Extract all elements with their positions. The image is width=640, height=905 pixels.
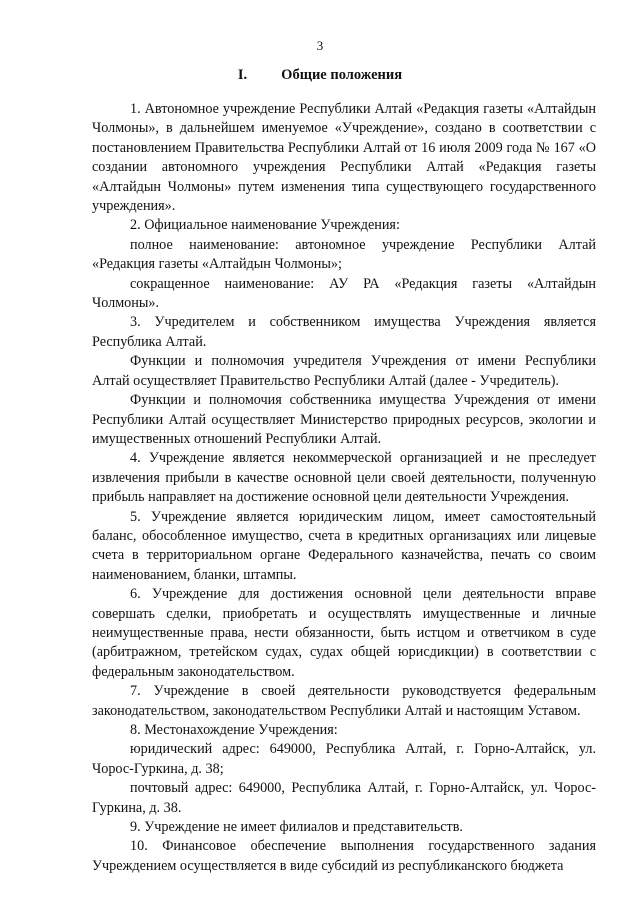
paragraph-legal-address: юридический адрес: 649000, Республика Алтай, г. Горно-Алтайск, ул. Чорос-Гуркина, д. 38; xyxy=(92,741,596,777)
paragraph-short-name: сокращенное наименование: АУ РА «Редакция газеты «Алтайдын Чолмоны». xyxy=(92,275,596,312)
body-text xyxy=(92,100,596,876)
paragraph-1: 1. Автономное учреждение Республики Алтай «Редакция газеты «Алтайдын Чолмоны», в дальнейшем именуемое «Учреждение», создано в соответствии с постановлением Правительства Республики Алтай от 16 июля 2009 года № 167 «О создании автономного учреждения Республики Алтай «Редакция газеты «Алтайдын Чолмоны» путем изменения типа существующего государственного учреждения». xyxy=(92,101,596,215)
paragraph-10: 10. Финансовое обеспечение выполнения государственного задания Учреждением осуществляется в виде субсидий из республиканского бюджета xyxy=(92,838,596,874)
paragraph-8: 8. Местонахождение Учреждения: xyxy=(130,722,338,738)
paragraph-postal-address: почтовый адрес: 649000, Республика Алтай, г. Горно-Алтайск, ул. Чорос-Гуркина, д. 38. xyxy=(92,780,596,816)
paragraph-owner-functions: Функции и полномочия собственника имущества Учреждения от имени Республики Алтай осуществляет Министерство природных ресурсов, экологии и имущественных отношений Республики Алтай. xyxy=(92,392,596,447)
paragraph-3: 3. Учредителем и собственником имущества Учреждения является Республика Алтай. xyxy=(92,314,596,350)
paragraph-founder-functions: Функции и полномочия учредителя Учреждения от имени Республики Алтай осуществляет Правительство Республики Алтай (далее - Учредитель). xyxy=(92,353,596,389)
section-title: Общие положения xyxy=(281,67,403,83)
paragraph-9: 9. Учреждение не имеет филиалов и представительств. xyxy=(130,819,463,836)
paragraph-2: 2. Официальное наименование Учреждения: xyxy=(130,217,400,234)
paragraph-5: 5. Учреждение является юридическим лицом, имеет самостоятельный баланс, обособленное имущество, счета в кредитных организациях или лицевые счета в территориальном органе Федерального казначейства, печать со своим наименованием, бланки, штампы. xyxy=(92,508,596,583)
section-number: I. xyxy=(237,67,248,83)
section-heading xyxy=(0,67,640,84)
page-number: 3 xyxy=(316,38,324,53)
paragraph-7: 7. Учреждение в своей деятельности руководствуется федеральным законодательством, законодательством Республики Алтай и настоящим Уставом. xyxy=(92,683,596,719)
paragraph-4: 4. Учреждение является некоммерческой организацией и не преследует извлечения прибыли в качестве основной цели своей деятельности, полученную прибыль направляет на достижение основной цели деятельности Учреждения. xyxy=(92,450,596,506)
paragraph-full-name: полное наименование: автономное учреждение Республики Алтай «Редакция газеты «Алтайдын Чолмоны»; xyxy=(92,236,596,273)
paragraph-6: 6. Учреждение для достижения основной цели деятельности вправе совершать сделки, приобретать и осуществлять имущественные и личные неимущественные права, нести обязанности, быть истцом и ответчиком в суде (арбитражном, третейском судах, судах общей юрисдикции) в соответствии с федеральным законодательством. xyxy=(92,586,596,680)
